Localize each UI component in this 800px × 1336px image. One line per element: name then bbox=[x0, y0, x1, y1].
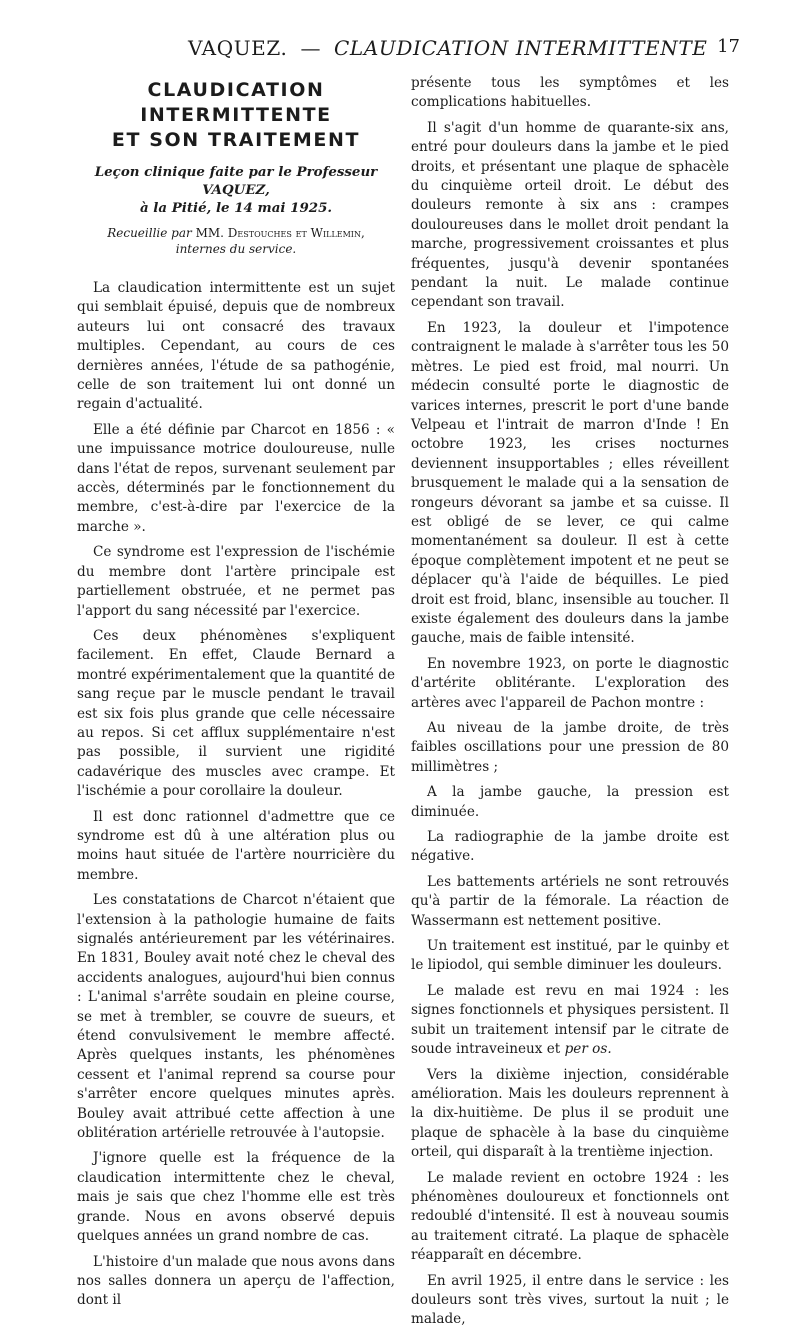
right-paragraph-5: Au niveau de la jambe droite, de très faibles oscillations pour une pression de 80 millimètres ; bbox=[411, 720, 729, 775]
left-paragraph-7: J'ignore quelle est la fréquence de la claudication intermittente chez le cheval, mais je sais que chez l'homme elle est très grande. Nous en avons observé depuis quelques années un grand nombre de cas. bbox=[77, 1150, 395, 1245]
transcribed-by-prefix: Recueillie par bbox=[107, 226, 192, 240]
transcribed-by-name-2: Willemin, bbox=[310, 226, 365, 240]
right-paragraph-6: A la jambe gauche, la pression est diminuée. bbox=[411, 784, 729, 820]
right-paragraph-10-italic: per os. bbox=[564, 1041, 612, 1058]
left-paragraph-3: Ce syndrome est l'expression de l'ischémie du membre dont l'artère principale est partiellement obstruée, et ne permet pas l'apport du sang nécessité par l'exercice. bbox=[77, 544, 395, 619]
right-paragraph-8: Les battements artériels ne sont retrouvés qu'à partir de la fémorale. La réaction de Wassermann est nettement positive. bbox=[411, 873, 729, 929]
lecture-subtitle-line-1: Leçon clinique faite par le Professeur VAQUEZ, bbox=[94, 164, 378, 198]
right-paragraph-3: En 1923, la douleur et l'impotence contraignent le malade à s'arrêter tous les 50 mètres. Le pied est froid, mal nourri. Un médecin consulté porte le diagnostic de varices internes, prescrit le port d'une bande Velpeau et l'intrait de marron d'Inde ! En octobre 1923, les crises nocturnes deviennent insupportables ; elles réveillent brusquement le malade qui a la sensation de rongeurs dévorant sa jambe et sa cuisse. Il est obligé de se lever, ce qui calme momentanément sa douleur. Il est à cette époque complètement impotent et ne peut se déplacer qu'à l'aide de béquilles. Le pied droit est froid, blanc, insensible au toucher. Il existe également des douleurs dans la jambe gauche, mais de faible intensité. bbox=[411, 319, 729, 647]
running-head-dash: — bbox=[300, 36, 322, 60]
right-paragraph-10-text: Le malade est revu en mai 1924 : les signes fonctionnels et physiques persistent. Il subit un traitement intensif par le citrate de soude intraveineux et bbox=[411, 982, 729, 1058]
transcribed-by-suffix: internes du service. bbox=[175, 242, 297, 256]
running-head-author: VAQUEZ. bbox=[188, 36, 288, 60]
right-paragraph-2: Il s'agit d'un homme de quarante-six ans, entré pour douleurs dans la jambe et le pied droits, et présentant une plaque de sphacèle du cinquième orteil droit. Le début des douleurs remonte à six ans : crampes douloureuses dans le mollet droit pendant la marche, progressivement croissantes et plus fréquentes, jusqu'à devenir spontanées pendant la nuit. Le malade continue cependant son travail. bbox=[411, 119, 729, 311]
article-title-line-1: CLAUDICATION bbox=[147, 79, 325, 101]
right-paragraph-1: présente tous les symptômes et les complications habituelles. bbox=[411, 75, 729, 111]
right-paragraph-13: En avril 1925, il entre dans le service : les douleurs sont très vives, surtout la nuit ; le malade, bbox=[411, 1272, 729, 1328]
article-title-line-2: INTERMITTENTE bbox=[140, 104, 332, 126]
left-paragraph-2: Elle a été définie par Charcot en 1856 : « une impuissance motrice douloureuse, nulle dans l'état de repos, survenant seulement par accès, déterminés par le fonctionnement du membre, c'est-à-dire par l'exercice de la marche ». bbox=[77, 421, 395, 535]
left-paragraph-8: L'histoire d'un malade que nous avons dans nos salles donnera un aperçu de l'affection, dont il bbox=[77, 1253, 395, 1309]
right-paragraph-7: La radiographie de la jambe droite est négative. bbox=[411, 829, 729, 865]
article-title-line-3: ET SON TRAITEMENT bbox=[111, 129, 361, 151]
right-column bbox=[411, 74, 729, 1336]
page-number: 17 bbox=[717, 36, 740, 57]
left-paragraph-4: Ces deux phénomènes s'expliquent facilement. En effet, Claude Bernard a montré expérimentalement que la quantité de sang reçue par le muscle pendant le travail est six fois plus grande que celle nécessaire au repos. Si cet afflux supplémentaire n'est pas possible, il survient une rigidité cadavérique des muscles avec crampe. Et l'ischémie a pour corollaire la douleur. bbox=[77, 627, 395, 800]
left-paragraph-5: Il est donc rationnel d'admettre que ce syndrome est dû à une altération plus ou moins haut située de l'artère nourricière du membre. bbox=[77, 808, 395, 883]
right-paragraph-11: Vers la dixième injection, considérable amélioration. Mais les douleurs reprennent à la dix-huitième. De plus il se produit une plaque de sphacèle à la base du cinquième orteil, qui disparaît à la trentième injection. bbox=[411, 1066, 729, 1161]
left-paragraph-1: La claudication intermittente est un sujet qui semblait épuisé, depuis que de nombreux auteurs lui ont consacré des travaux multiples. Cependant, au cours de ces dernières années, l'étude de sa pathogénie, celle de son traitement lui ont donné un regain d'actualité. bbox=[77, 280, 395, 413]
transcribed-by-name-1: Destouches bbox=[227, 226, 292, 240]
right-paragraph-12: Le malade revient en octobre 1924 : les phénomènes douloureux et fonctionnels ont redoublé d'intensité. Il est à nouveau soumis au traitement citraté. La plaque de sphacèle réapparaît en décembre. bbox=[411, 1169, 729, 1264]
left-column bbox=[77, 74, 395, 1317]
article-title bbox=[77, 78, 395, 153]
lecture-subtitle bbox=[77, 163, 395, 217]
right-paragraph-4: En novembre 1923, on porte le diagnostic d'artérite oblitérante. L'exploration des artères avec l'appareil de Pachon montre : bbox=[411, 655, 729, 711]
transcribed-by-mm: MM. bbox=[195, 226, 224, 240]
running-head bbox=[188, 36, 707, 60]
transcribed-by-et: et bbox=[295, 226, 307, 240]
right-paragraph-9: Un traitement est institué, par le quinby et le lipiodol, qui semble diminuer les douleurs. bbox=[411, 938, 729, 974]
running-header bbox=[108, 36, 740, 66]
transcribed-by bbox=[77, 225, 395, 257]
right-paragraph-10 bbox=[411, 982, 729, 1060]
left-paragraph-6: Les constatations de Charcot n'étaient que l'extension à la pathologie humaine de faits signalés antérieurement par les vétérinaires. En 1831, Bouley avait noté chez le cheval des accidents analogues, aujourd'hui bien connus : L'animal s'arrête soudain en pleine course, se met à trembler, se couvre de sueurs, et étend convulsivement le membre affecté. Après quelques instants, les phénomènes cessent et l'animal reprend sa course pour s'arrêter encore quelques minutes après. Bouley avait attribué cette affection à une oblitération artérielle retrouvée à l'autopsie. bbox=[77, 892, 395, 1142]
lecture-subtitle-line-2: à la Pitié, le 14 mai 1925. bbox=[139, 200, 333, 216]
running-head-title: CLAUDICATION INTERMITTENTE bbox=[334, 36, 708, 60]
